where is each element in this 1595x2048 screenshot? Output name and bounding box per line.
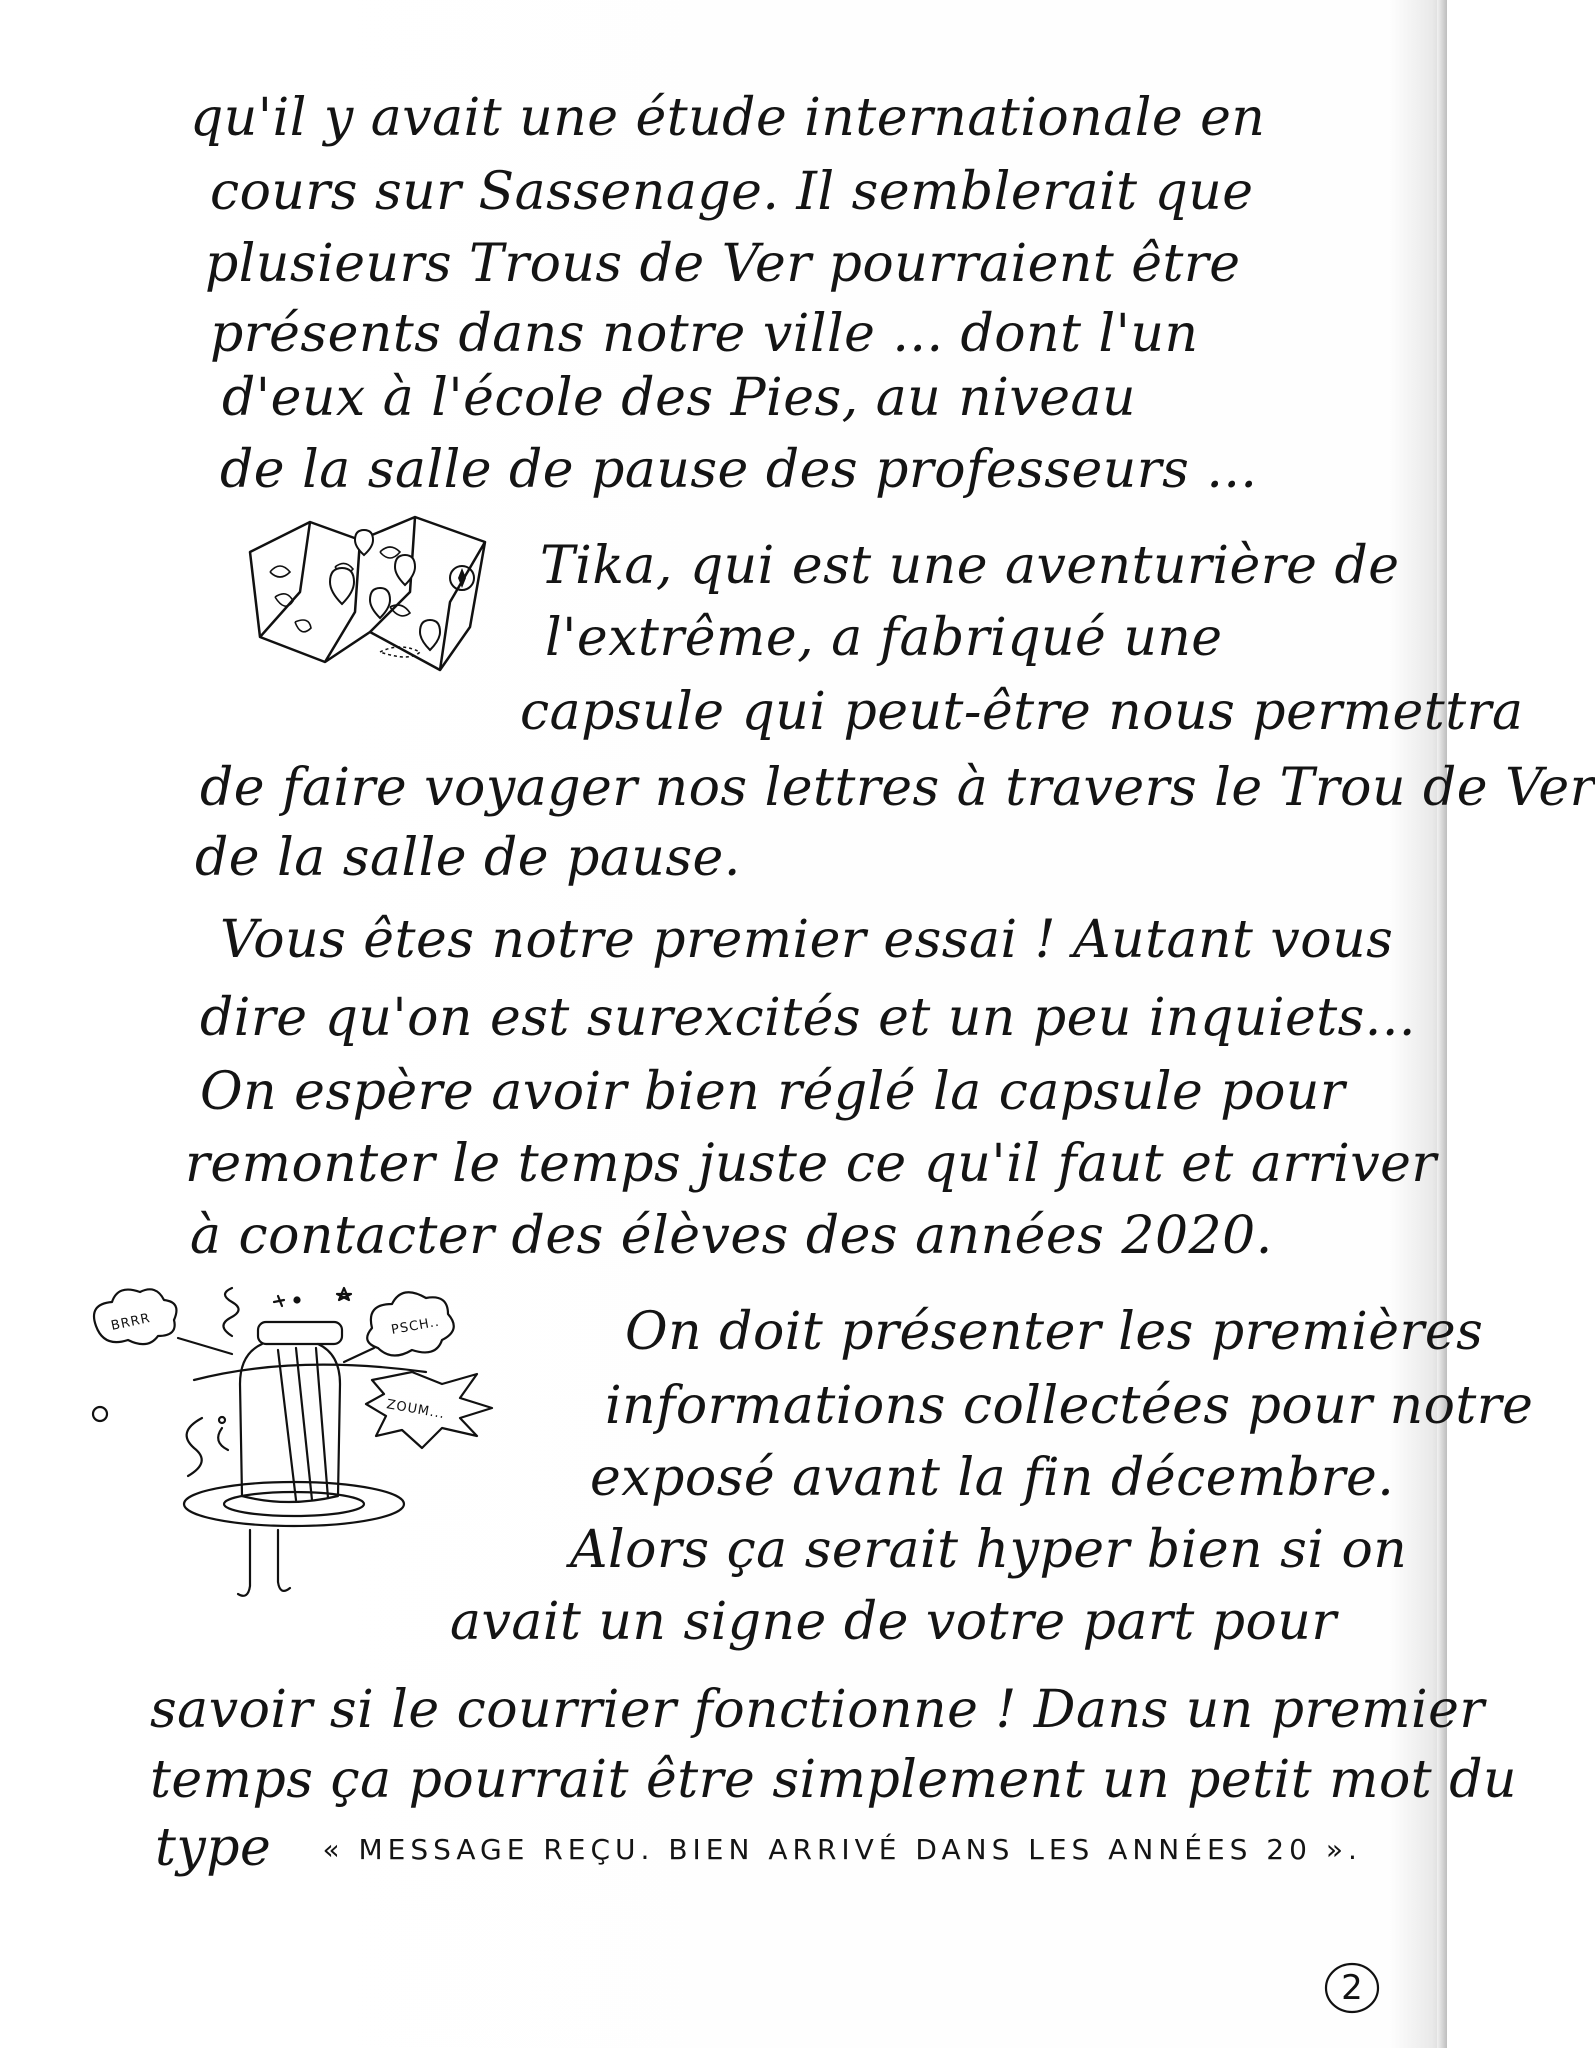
- page-number: [1322, 1960, 1382, 2016]
- letter-line-3: plusieurs Trous de Ver pourraient être: [205, 234, 1241, 294]
- last-line-start: type: [155, 1818, 272, 1878]
- letter-line-22: savoir si le courrier fonctionne ! Dans un premier: [150, 1680, 1485, 1740]
- letter-line-7: Tika, qui est une aventurière de: [540, 536, 1400, 596]
- letter-line-14: On espère avoir bien réglé la capsule pour: [200, 1062, 1346, 1122]
- letter-line-13: dire qu'on est surexcités et un peu inquiets...: [200, 988, 1416, 1048]
- letter-line-21: avait un signe de votre part pour: [450, 1592, 1337, 1652]
- letter-line-19: exposé avant la fin décembre.: [590, 1448, 1395, 1508]
- treasure-map-icon: [240, 512, 500, 684]
- letter-line-12: Vous êtes notre premier essai ! Autant vous: [220, 910, 1394, 970]
- letter-line-23: temps ça pourrait être simplement un petit mot du: [150, 1750, 1517, 1810]
- letter-line-4: présents dans notre ville ... dont l'un: [210, 304, 1199, 364]
- capsule-jar-icon: [82, 1268, 542, 1618]
- letter-line-15: remonter le temps juste ce qu'il faut et arriver: [185, 1134, 1437, 1194]
- letter-line-10: de faire voyager nos lettres à travers le Trou de Ver: [200, 758, 1595, 818]
- page-number-text: 2: [1341, 1968, 1363, 2008]
- quoted-message: « MESSAGE REÇU. BIEN ARRIVÉ DANS LES ANNÉES 20 ».: [322, 1833, 1362, 1866]
- sound-effect-brrr: BRRR: [109, 1310, 152, 1334]
- letter-line-24: [155, 1818, 1362, 1886]
- letter-line-8: l'extrême, a fabriqué une: [545, 608, 1223, 668]
- letter-line-18: informations collectées pour notre: [605, 1376, 1534, 1436]
- letter-line-9: capsule qui peut-être nous permettra: [520, 682, 1524, 742]
- letter-line-6: de la salle de pause des professeurs ...: [220, 440, 1258, 500]
- letter-line-20: Alors ça serait hyper bien si on: [570, 1520, 1408, 1580]
- letter-line-2: cours sur Sassenage. Il semblerait que: [210, 162, 1254, 222]
- sound-effect-zoum: ZOUM...: [385, 1397, 447, 1423]
- sound-effect-psch: PSCH..: [390, 1314, 441, 1338]
- letter-line-1: qu'il y avait une étude internationale en: [190, 88, 1266, 148]
- page-edge-shadow: [1437, 0, 1447, 2048]
- letter-line-5: d'eux à l'école des Pies, au niveau: [222, 368, 1136, 428]
- letter-line-17: On doit présenter les premières: [625, 1302, 1484, 1362]
- letter-line-16: à contacter des élèves des années 2020.: [190, 1206, 1273, 1266]
- letter-line-11: de la salle de pause.: [195, 828, 741, 888]
